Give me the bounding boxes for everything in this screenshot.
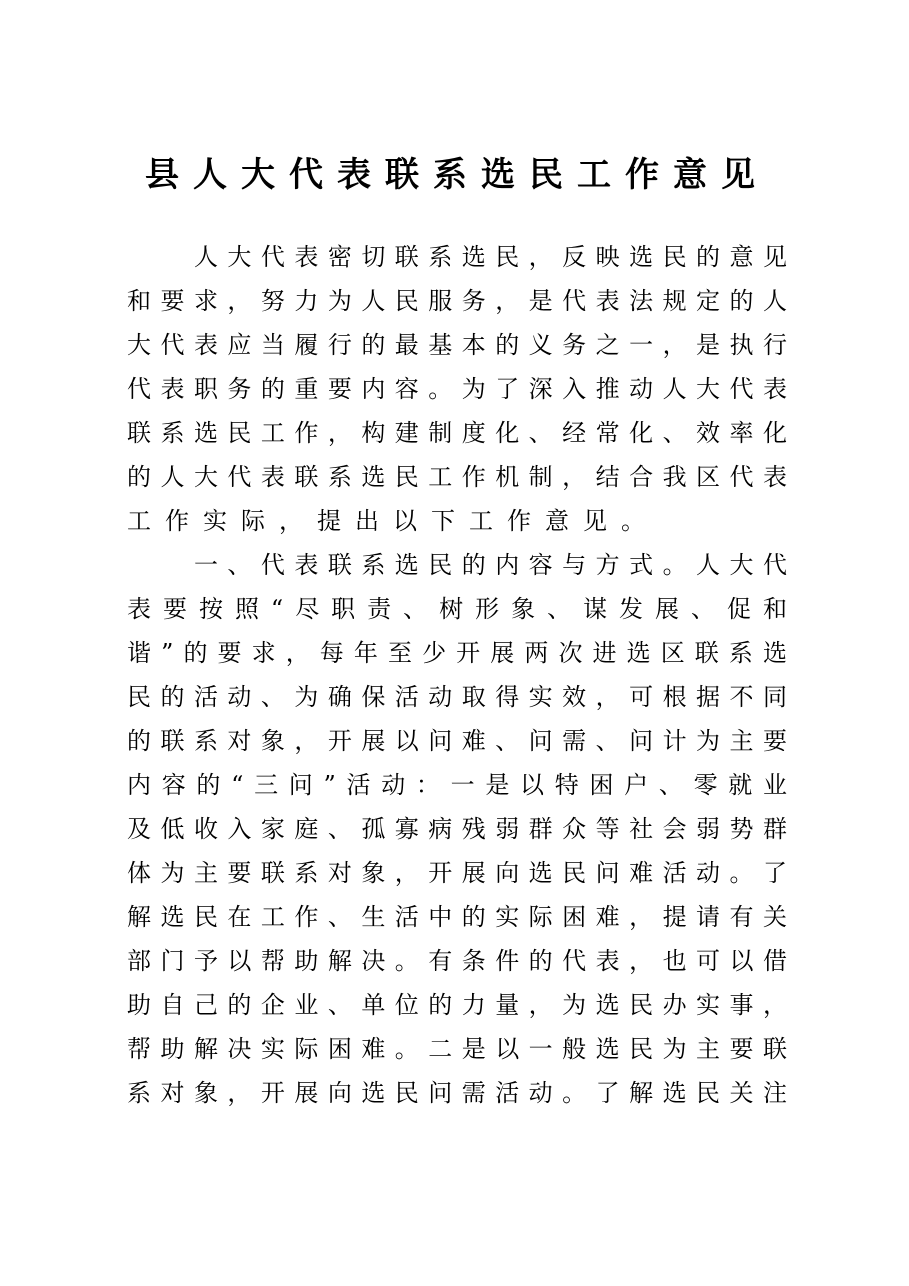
body-line: 内容的“三问”活动：一是以特困户、零就业 (127, 771, 787, 799)
document-title: 县人大代表联系选民工作意见 (145, 155, 769, 195)
body-line: 表要按照“尽职责、树形象、谋发展、促和 (127, 595, 787, 623)
body-line: 的人大代表联系选民工作机制，结合我区代表 (127, 463, 787, 491)
body-line: 联系选民工作，构建制度化、经常化、效率化 (127, 419, 787, 447)
body-line: 人大代表密切联系选民，反映选民的意见 (127, 243, 787, 271)
body-line: 系对象，开展向选民问需活动。了解选民关注 (127, 1079, 787, 1107)
body-line: 代表职务的重要内容。为了深入推动人大代表 (127, 375, 787, 403)
body-line: 体为主要联系对象，开展向选民问难活动。了 (127, 859, 787, 887)
body-line: 民的活动、为确保活动取得实效，可根据不同 (127, 683, 787, 711)
document-body (127, 235, 787, 1115)
body-line: 和要求，努力为人民服务，是代表法规定的人 (127, 287, 787, 315)
body-line: 帮助解决实际困难。二是以一般选民为主要联 (127, 1035, 787, 1063)
body-line: 谐”的要求，每年至少开展两次进选区联系选 (127, 639, 787, 667)
body-line: 解选民在工作、生活中的实际困难，提请有关 (127, 903, 787, 931)
body-line: 工作实际，提出以下工作意见。 (127, 507, 659, 535)
body-line: 助自己的企业、单位的力量，为选民办实事， (127, 991, 787, 1019)
body-line: 一、代表联系选民的内容与方式。人大代 (127, 551, 787, 579)
body-line: 的联系对象，开展以问难、问需、问计为主要 (127, 727, 787, 755)
body-line: 及低收入家庭、孤寡病残弱群众等社会弱势群 (127, 815, 787, 843)
body-line: 部门予以帮助解决。有条件的代表，也可以借 (127, 947, 787, 975)
body-line: 大代表应当履行的最基本的义务之一，是执行 (127, 331, 787, 359)
